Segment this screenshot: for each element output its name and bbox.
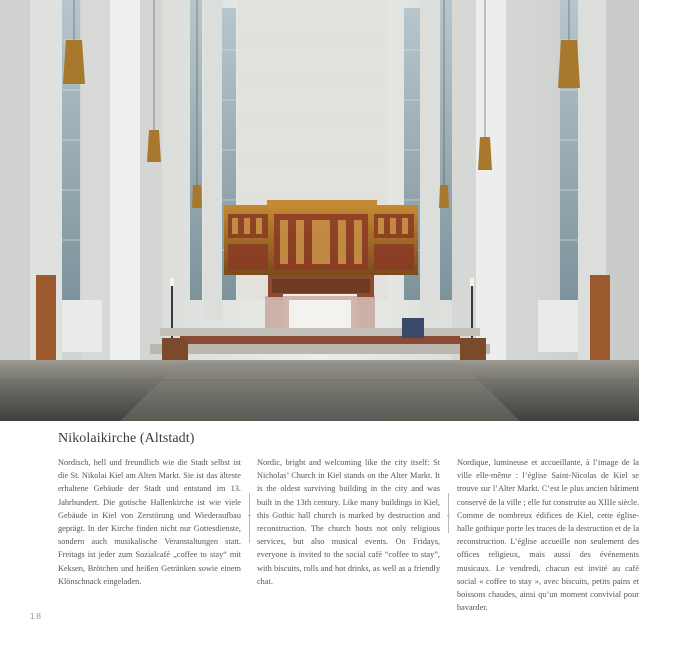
- column-divider-left: [249, 493, 250, 543]
- page-number: 18: [30, 611, 43, 621]
- article-text-french: Nordique, lumineuse et accueillante, à l’image de la ville elle-même : l’église Saint-Nicolas de Kiel se trouve sur l’Alter Markt. C’est le plus ancien bâtiment conservé de la ville ; elle fut construite au XIIIe siècle. Comme de nombreux édifices de Kiel, cette église-halle gothique porte les traces de la destruction et de la reconstruction. L’église accueille non seulement des offices religieux, mais aussi des événements musicaux. Le vendredi, chacun est invité au café social « coffee to stay », avec biscuits, petits pains et boissons chaudes, ainsi qu’un moment convivial pour bavarder.: [457, 458, 640, 613]
- column-divider-right: [448, 493, 449, 533]
- article-text-english: Nordic, bright and welcoming like the city itself: St Nicholas’ Church in Kiel stands on the Alter Markt. It is the oldest surviving building in the city and was built in the 13th century. Like many buildings in Kiel, this Gothic hall church is marked by destruction and reconstruction. The church hosts not only religious services, but also musical events. On Fridays, everyone is invited to the social café “coffee to stay”, with biscuits, rolls and hot drinks, as well as a friendly chat.: [257, 458, 440, 586]
- article-text-german: Nordisch, hell und freundlich wie die Stadt selbst ist die St. Nikolai Kiel am Alten Markt. Sie ist das älteste erhaltene Gebäude der Stadt und entstand im 13. Jahrhundert. Die gotische Hallenkirche ist wie viele Gebäude in Kiel von Zerstörung und Wiederaufbau geprägt. In der Kirche finden nicht nur Gottesdienste, sondern auch musikalische Veranstaltungen statt. Freitags ist jeder zum Sozialcafé „coffee to stay“ mit Keksen, Brötchen und heißen Getränken sowie einem Klönschnack eingeladen.: [58, 458, 241, 586]
- article-title: Nikolaikirche (Altstadt): [58, 431, 195, 446]
